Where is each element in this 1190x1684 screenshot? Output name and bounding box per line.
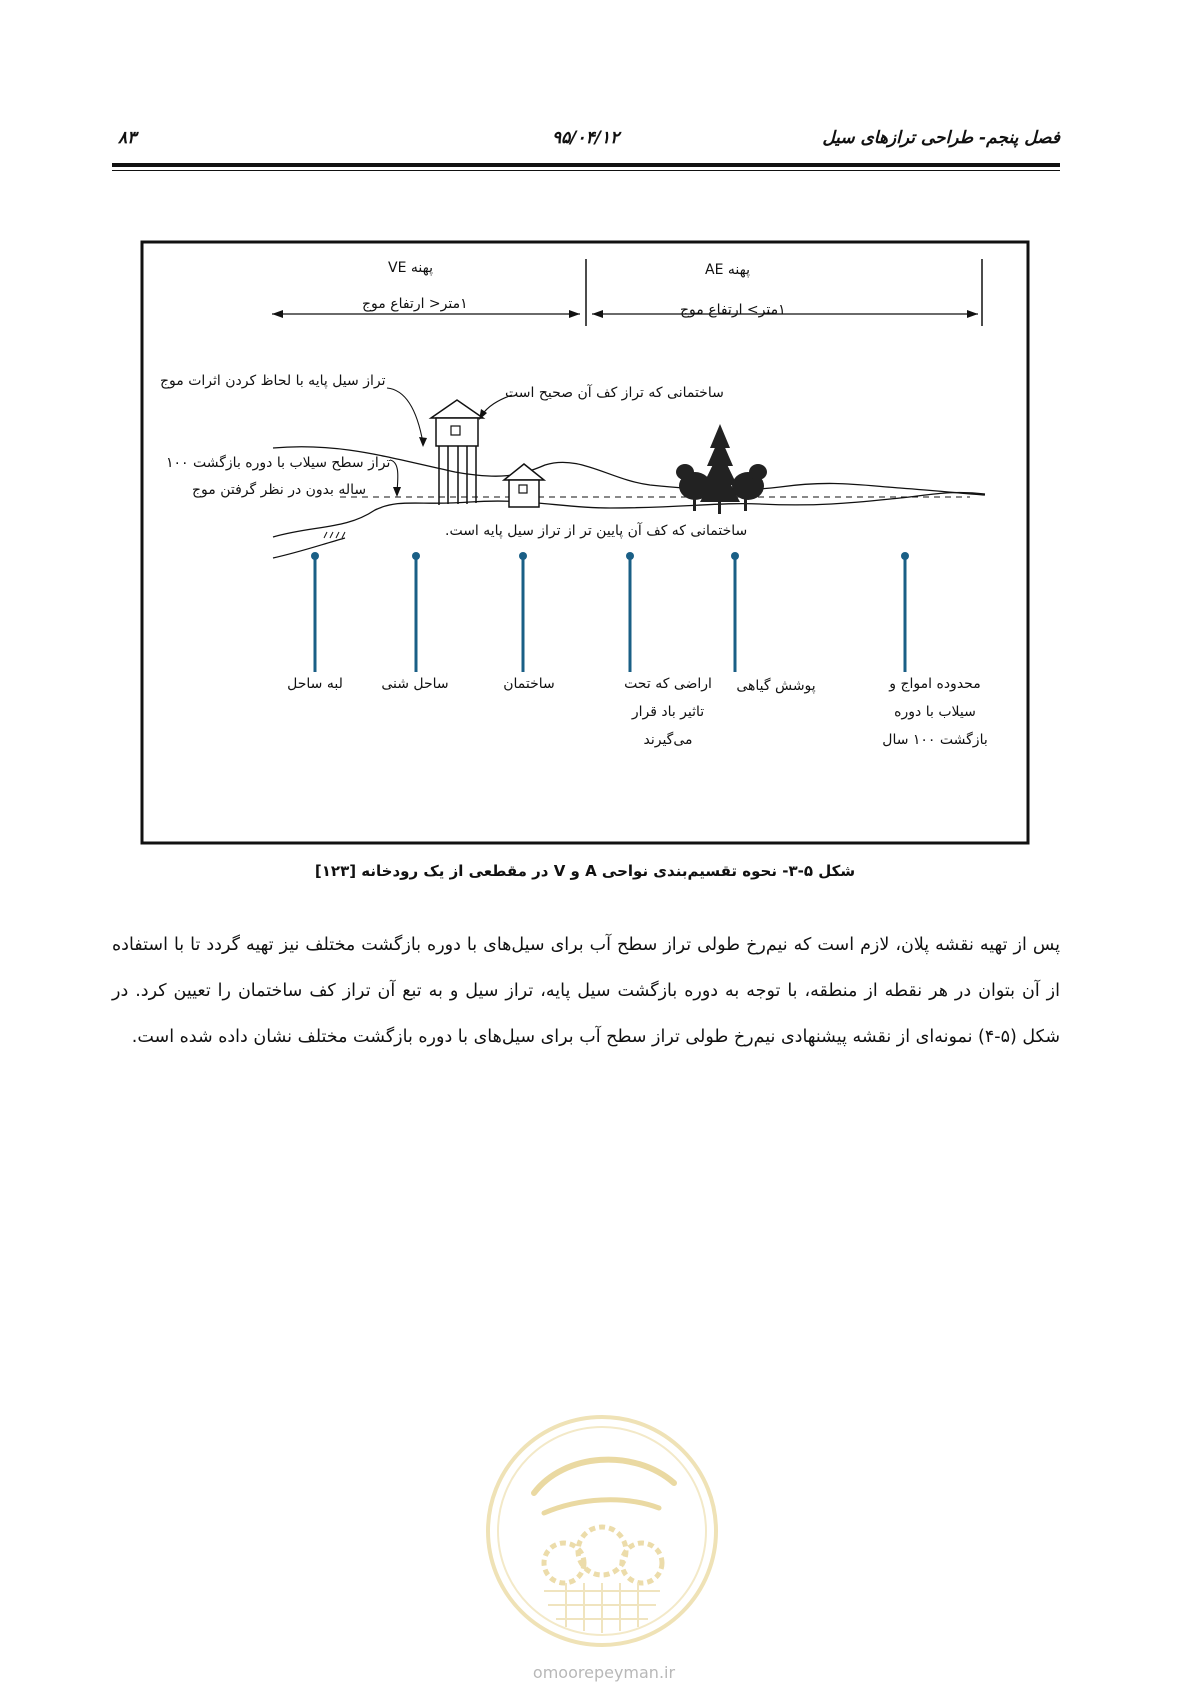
zone-ve-condition: ۱متر< ارتفاع موج: [362, 296, 468, 312]
marker-dot: [519, 552, 527, 560]
annotation-correct-building: ساختمانی که تراز کف آن صحیح است: [505, 385, 724, 401]
marker-dot: [901, 552, 909, 560]
paragraph-text: پس از تهیه نقشه پلان، لازم است که نیم‌رخ طولی تراز سطح آب برای سیل‌های با دوره بازگشت مختلف نیز تهیه گردد تا با استفاده از آن بتوان در هر نقطه از منطقه، با توجه به دوره بازگشت سیل پایه، تراز سیل و به تبع آن تراز کف ساختمان را تعیین کرد. در شکل (۵-۴) نمونه‌ای از نقشه پیشنهادی نیم‌رخ طولی تراز سطح آب برای سیل‌های با دوره بازگشت مختلف نشان داده شده است.: [112, 935, 1060, 1047]
zone-ae-condition: ۱متر> ارتفاع موج: [680, 302, 786, 318]
cross-section-drawing: [140, 240, 1030, 845]
annotation-low-building: ساختمانی که کف آن پایین تر از تراز سیل پایه است.: [445, 523, 748, 539]
figure-caption: شکل ۵-۳- نحوه تقسیم‌بندی نواحی A و V در مقطعی از یک رودخانه [۱۲۳]: [314, 862, 856, 880]
marker-dot: [626, 552, 634, 560]
figure-cross-section: [140, 240, 1030, 845]
marker-dot: [412, 552, 420, 560]
marker-label: محدوده امواج و سیلاب با دوره بازگشت ۱۰۰ سال: [882, 676, 988, 748]
marker-label: ساحل شنی: [381, 676, 449, 692]
marker-dot: [311, 552, 319, 560]
marker-dot: [731, 552, 739, 560]
marker-label: ساختمان: [503, 676, 555, 692]
zone-ae-name: پهنه AE: [705, 262, 750, 278]
leader-wave-flood: [387, 388, 423, 443]
zone-ve-name: پهنه VE: [388, 260, 433, 276]
header-rule: [112, 163, 1060, 167]
marker-label: لبه ساحل: [287, 676, 343, 692]
marker-label: اراضی که تحت تاثیر باد قرار می‌گیرند: [624, 676, 712, 748]
header-rule-thin: [112, 170, 1060, 171]
marker-label: پوشش گیاهی: [736, 678, 816, 694]
body-paragraph: [112, 922, 1060, 1060]
low-house: [504, 464, 544, 507]
vegetation-tuft: [324, 532, 345, 538]
marker-group: [311, 552, 909, 672]
watermark-logo: [484, 1413, 720, 1649]
chapter-title: فصل پنجم- طراحی ترازهای سیل: [822, 128, 1060, 148]
watermark-site: omoorepeyman.ir: [532, 1663, 676, 1682]
annotation-flood-100-line2: ساله بدون در نظر گرفتن موج: [192, 482, 367, 498]
annotation-base-flood-wave: تراز سیل پایه با لحاظ کردن اثرات موج: [160, 373, 386, 389]
elevated-house: [431, 400, 483, 505]
annotation-flood-100-line1: تراز سطح سیلاب با دوره بازگشت ۱۰۰: [166, 455, 391, 471]
header-date: ۹۵/۰۴/۱۲: [552, 128, 620, 148]
trees: [676, 424, 767, 514]
page-number: ۸۳: [118, 128, 137, 148]
